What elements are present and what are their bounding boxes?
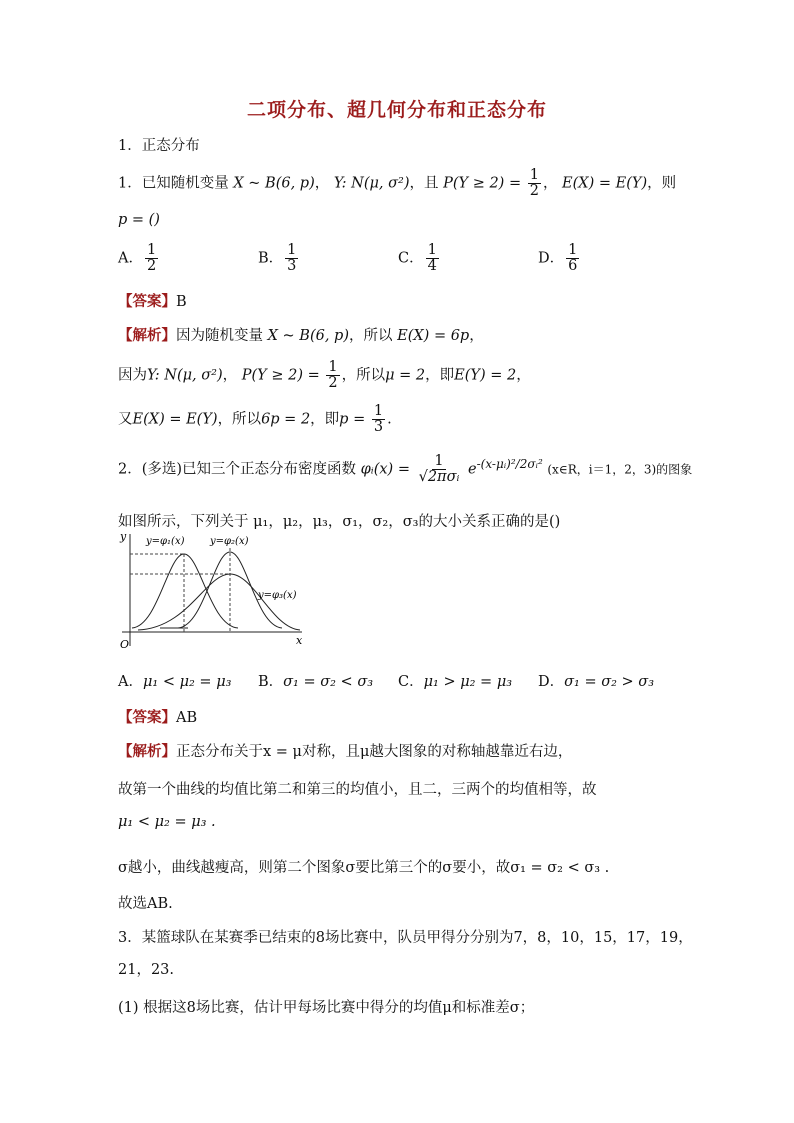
q2-answer: 【答案】AB xyxy=(118,709,198,726)
q1-cond-prefix: ，且 xyxy=(409,175,439,192)
y-axis-label: y xyxy=(120,530,127,543)
q2-analysis-line1: 【解析】正态分布关于x = μ对称，且μ越大图象的对称轴越靠近右边， xyxy=(118,743,573,760)
q2-analysis-line5: 故选AB. xyxy=(118,896,173,912)
q3-line1: 3．某篮球队在某赛季已结束的8场比赛中，队员甲得分分别为7，8，10，15，17，19， xyxy=(118,930,693,946)
x-axis-label: x xyxy=(296,634,303,647)
q2-stem: 2．(多选)已知三个正态分布密度函数 φᵢ(x) = $\frac{1}{\text{√2πσᵢ}}$ $e^{-(x-\mu ᵢ)^2/2\sigma ᵢ^2}$ (x∈R，i＝1，2，3)的图象 xyxy=(118,453,693,486)
q2-analysis-line3: μ₁ < μ₂ = μ₃ . xyxy=(118,814,216,830)
q1-half-fraction: $\frac{1}{2}$ xyxy=(529,167,539,200)
q1-analysis-line2: 因为Y: N(μ, σ²)， P(Y ≥ 2) = $\frac{1}{2}$ ，所以μ = 2，即E(Y) = 2， xyxy=(118,359,531,392)
curve-label-3: y=φ₃(x) xyxy=(258,590,297,601)
q2-analysis-line2: 故第一个曲线的均值比第二和第三的均值小，且二，三两个的均值相等，故 xyxy=(118,782,597,798)
q1-option-c: C． $\frac{1}{4}$ xyxy=(398,242,437,275)
q2-stem-line2: 如图所示，下列关于 μ₁，μ₂，μ₃，σ₁，σ₂，σ₃的大小关系正确的是() xyxy=(118,514,561,530)
q2-option-b: B．σ₁ = σ₂ < σ₃ xyxy=(258,674,374,690)
curve-phi3 xyxy=(138,574,300,630)
q1-prob: P(Y ≥ 2) = xyxy=(443,175,522,192)
q1-y-label: Y: xyxy=(333,175,347,192)
q3-line2: 21，23. xyxy=(118,962,175,978)
normal-curves-graph xyxy=(118,528,308,653)
q2-analysis-line4: σ越小，曲线越瘦高，则第二个图象σ要比第三个的σ要小，故σ₁ = σ₂ < σ₃ . xyxy=(118,860,610,876)
q1-analysis-line3: 又E(X) = E(Y)，所以6p = 2，即p = $\frac{1}{3}$ . xyxy=(118,403,392,436)
q1-analysis-line1: 【解析】因为随机变量 X ~ B(6, p)，所以 E(X) = 6p， xyxy=(118,327,484,344)
section-heading: 1．正态分布 xyxy=(118,138,200,154)
q1-ask: p = () xyxy=(118,212,160,228)
q1-stem: 1．已知随机变量 X ~ B(6, p)， Y: N(μ, σ²)，且 P(Y ≥ 2) = $\frac{1}{2}$ ， E(X) = E(Y)，则 xyxy=(118,167,677,200)
q3-line3: (1) 根据这8场比赛，估计甲每场比赛中得分的均值μ和标准差σ； xyxy=(118,1000,535,1016)
origin-label: O xyxy=(120,638,130,651)
q1-answer: 【答案】B xyxy=(118,293,187,310)
q1-intro: 1．已知随机变量 xyxy=(118,175,229,192)
page-title: 二项分布、超几何分布和正态分布 xyxy=(246,99,547,121)
q2-option-a: A．μ₁ < μ₂ = μ₃ xyxy=(118,674,232,690)
q1-option-d: D． $\frac{1}{6}$ xyxy=(538,242,578,275)
q1-xdist: X ~ B(6, p) xyxy=(233,175,315,192)
curve-label-1: y=φ₁(x) xyxy=(146,536,185,547)
q1-ydist: N(μ, σ²) xyxy=(351,175,410,192)
q1-then: ，则 xyxy=(647,175,677,192)
q2-option-d: D．σ₁ = σ₂ > σ₃ xyxy=(538,674,655,690)
q1-equal: E(X) = E(Y) xyxy=(562,175,648,192)
q1-option-b: B． $\frac{1}{3}$ xyxy=(258,242,297,275)
q1-option-a: A． $\frac{1}{2}$ xyxy=(118,242,157,275)
curve-label-2: y=φ₂(x) xyxy=(210,536,249,547)
curve-phi1 xyxy=(132,554,238,628)
q2-option-c: C．μ₁ > μ₂ = μ₃ xyxy=(398,674,513,690)
